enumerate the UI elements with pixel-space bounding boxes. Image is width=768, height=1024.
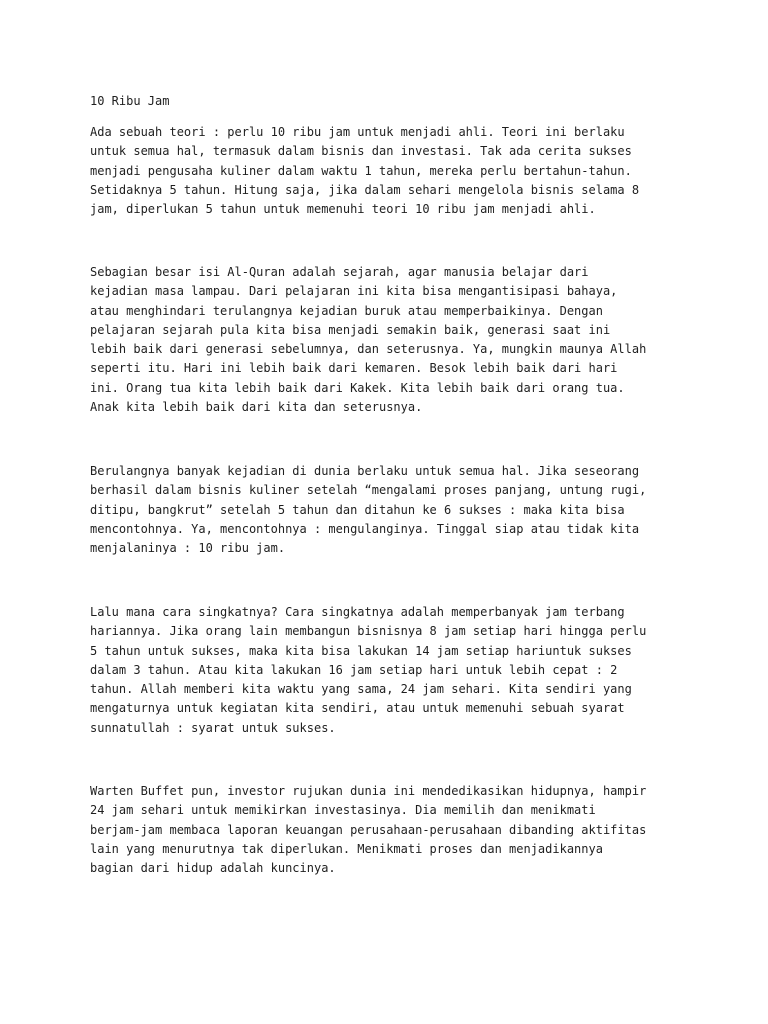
document-title: 10 Ribu Jam: [90, 94, 170, 108]
paragraph-5: Warten Buffet pun, investor rujukan dunia ini mendedikasikan hidupnya, hampir 24 jam sehari untuk memikirkan investasinya. Dia memilih dan menikmati berjam-jam membaca laporan keuangan perusahaan-perusahaan dibanding aktifitas lain yang menurutnya tak diperlukan. Menikmati proses dan menjadikannya bagian dari hidup adalah kuncinya.: [90, 784, 647, 876]
paragraph-3: Berulangnya banyak kejadian di dunia berlaku untuk semua hal. Jika seseorang berhasil dalam bisnis kuliner setelah “mengalami proses panjang, untung rugi, ditipu, bangkrut” setelah 5 tahun dan ditahun ke 6 sukses : maka kita bisa mencontohnya. Ya, mencontohnya : mengulanginya. Tinggal siap atau tidak kita menjalaninya : 10 ribu jam.: [90, 464, 647, 556]
paragraph-4: Lalu mana cara singkatnya? Cara singkatnya adalah memperbanyak jam terbang hariannya. Jika orang lain membangun bisnisnya 8 jam setiap hari hingga perlu 5 tahun untuk sukses, maka kita bisa lakukan 14 jam setiap hariuntuk sukses dalam 3 tahun. Atau kita lakukan 16 jam setiap hari untuk lebih cepat : 2 tahun. Allah memberi kita waktu yang sama, 24 jam sehari. Kita sendiri yang mengaturnya untuk kegiatan kita sendiri, atau untuk memenuhi sebuah syarat sunnatullah : syarat untuk sukses.: [90, 605, 647, 735]
paragraph-1: Ada sebuah teori : perlu 10 ribu jam untuk menjadi ahli. Teori ini berlaku untuk semua hal, termasuk dalam bisnis dan investasi. Tak ada cerita sukses menjadi pengusaha kuliner dalam waktu 1 tahun, mereka perlu bertahun-tahun. Setidaknya 5 tahun. Hitung saja, jika dalam sehari mengelola bisnis selama 8 jam, diperlukan 5 tahun untuk memenuhi teori 10 ribu jam menjadi ahli.: [90, 125, 640, 217]
paragraph-2: Sebagian besar isi Al-Quran adalah sejarah, agar manusia belajar dari kejadian masa lampau. Dari pelajaran ini kita bisa mengantisipasi bahaya, atau menghindari terulangnya kejadian buruk atau memperbaikinya. Dengan pelajaran sejarah pula kita bisa menjadi semakin baik, generasi saat ini lebih baik dari generasi sebelumnya, dan seterusnya. Ya, mungkin maunya Allah seperti itu. Hari ini lebih baik dari kemaren. Besok lebih baik dari hari ini. Orang tua kita lebih baik dari Kakek. Kita lebih baik dari orang tua. Anak kita lebih baik dari kita dan seterusnya.: [90, 265, 647, 415]
